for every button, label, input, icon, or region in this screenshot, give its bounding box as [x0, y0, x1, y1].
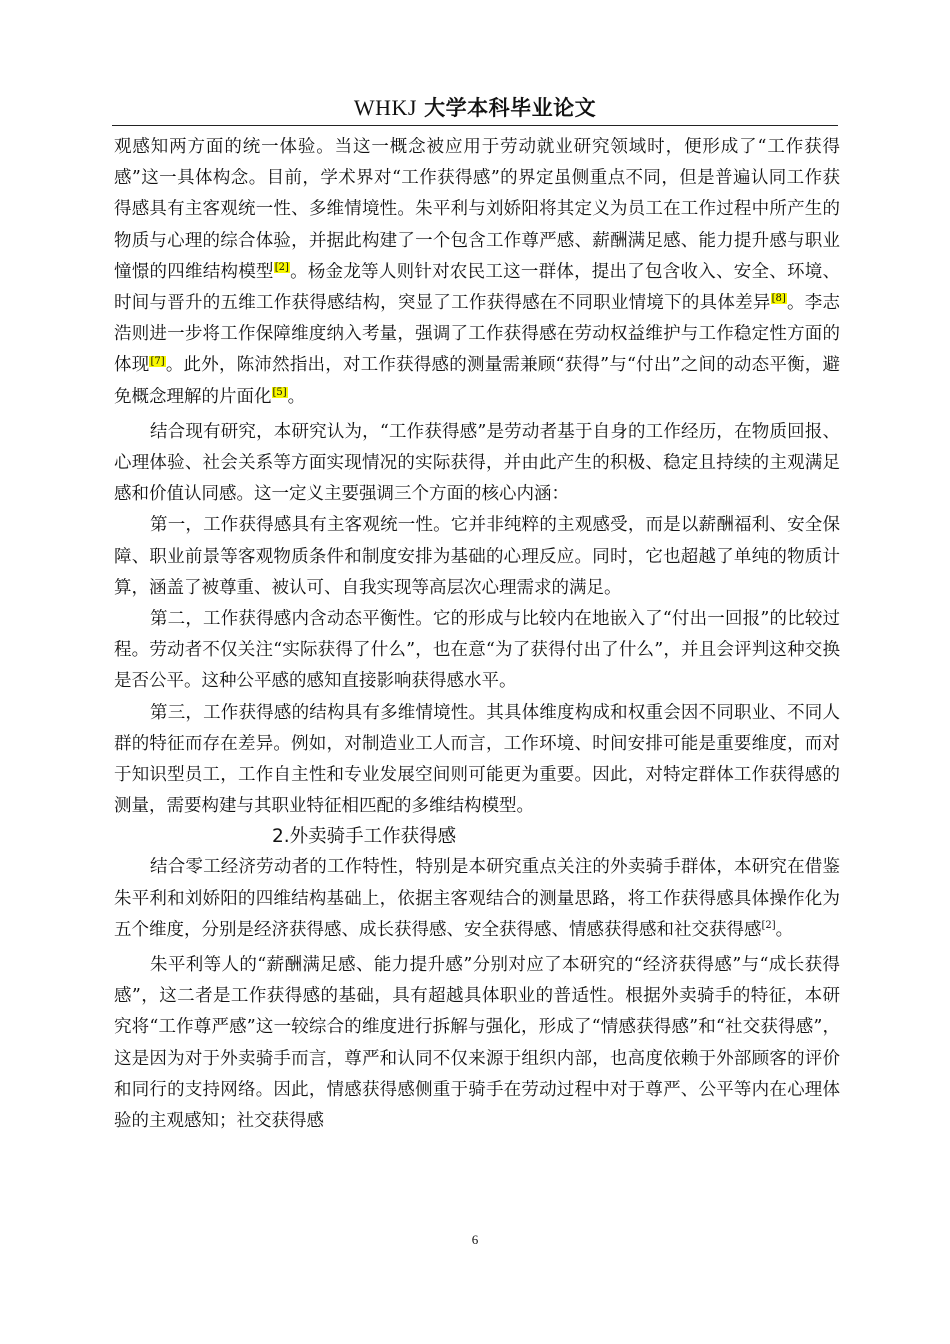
running-header [110, 92, 840, 122]
paragraph-1 [114, 132, 840, 413]
p6-text-1: 结合零工经济劳动者的工作特性，特别是本研究重点关注的外卖骑手群体，本研究在借鉴朱平利和刘娇阳的四维结构基础上，依据主客观结合的测量思路，将工作获得感具体操作化为五个维度，分别是经济获得感、成长获得感、安全获得感、情感获得感和社交获得感 [114, 857, 840, 940]
p6-text-2: 。 [775, 919, 794, 940]
header-latin: WHKJ [353, 95, 417, 120]
paragraph-6 [114, 852, 840, 946]
citation-5: [5] [272, 386, 287, 398]
p1-text-4: 。此外，陈沛然指出，对工作获得感的测量需兼顾“获得”与“付出”之间的动态平衡，避免概念理解的片面化 [114, 355, 840, 407]
paragraph-4: 第二，工作获得感内含动态平衡性。它的形成与比较内在地嵌入了“付出一回报”的比较过程。劳动者不仅关注“实际获得了什么”，也在意“为了获得付出了什么”，并且会评判这种交换是否公平。这种公平感的感知直接影响获得感水平。 [114, 609, 840, 692]
citation-2: [2] [274, 261, 289, 273]
citation-2b: [2] [761, 920, 776, 932]
paragraph-3: 第一，工作获得感具有主客观统一性。它并非纯粹的主观感受，而是以薪酬福利、安全保障、职业前景等客观物质条件和制度安排为基础的心理反应。同时，它也超越了单纯的物质计算，涵盖了被尊重、被认可、自我实现等高层次心理需求的满足。 [114, 515, 840, 598]
citation-8: [8] [771, 293, 786, 305]
header-title: 大学本科毕业论文 [424, 96, 597, 120]
citation-7: [7] [150, 355, 165, 367]
p1-text-2: 。杨金龙等人则针对农民工这一群体，提出了包含收入、安全、环境、时间与晋升的五维工作获得感结构，突显了工作获得感在不同职业情境下的具体差异 [114, 261, 841, 314]
body-text [114, 132, 840, 1137]
p1-text-5: 。 [287, 386, 306, 407]
paragraph-5: 第三，工作获得感的结构具有多维情境性。其具体维度构成和权重会因不同职业、不同人群的特征而存在差异。例如，对制造业工人而言，工作环境、时间安排可能是重要维度，而对于知识型员工，工作自主性和专业发展空间则可能更为重要。因此，对特定群体工作获得感的测量，需要构建与其职业特征相匹配的多维结构模型。 [114, 702, 840, 817]
header-rule [112, 125, 838, 126]
paragraph-7: 朱平利等人的“薪酬满足感、能力提升感”分别对应了本研究的“经济获得感”与“成长获得感”，这二者是工作获得感的基础，具有超越具体职业的普适性。根据外卖骑手的特征，本研究将“工作尊严感”这一较综合的维度进行拆解与强化，形成了“情感获得感”和“社交获得感”，这是因为对于外卖骑手而言，尊严和认同不仅来源于组织内部，也高度依赖于外部顾客的评价和同行的支持网络。因此，情感获得感侧重于骑手在劳动过程中对于尊严、公平等内在心理体验的主观感知；社交获得感 [114, 955, 840, 1132]
p1-text-1: 观感知两方面的统一体验。当这一概念被应用于劳动就业研究领域时，便形成了“工作获得感”这一具体构念。目前，学术界对“工作获得感”的界定虽侧重点不同，但是普遍认同工作获得感具有主客观统一性、多维情境性。朱平利与刘娇阳将其定义为员工在工作过程中所产生的物质与心理的综合体验，并据此构建了一个包含工作尊严感、薪酬满足感、能力提升感与职业憧憬的四维结构模型 [114, 137, 840, 282]
p1-text-3: 。李志浩则进一步将工作保障维度纳入考量，强调了工作获得感在劳动权益维护与工作稳定性方面的体现 [114, 293, 841, 376]
page-number: 6 [471, 1232, 479, 1247]
section-heading: 2.外卖骑手工作获得感 [272, 826, 457, 848]
paragraph-2: 结合现有研究，本研究认为，“工作获得感”是劳动者基于自身的工作经历，在物质回报、心理体验、社会关系等方面实现情况的实际获得，并由此产生的积极、稳定且持续的主观满足感和价值认同感。这一定义主要强调三个方面的核心内涵： [114, 421, 840, 505]
